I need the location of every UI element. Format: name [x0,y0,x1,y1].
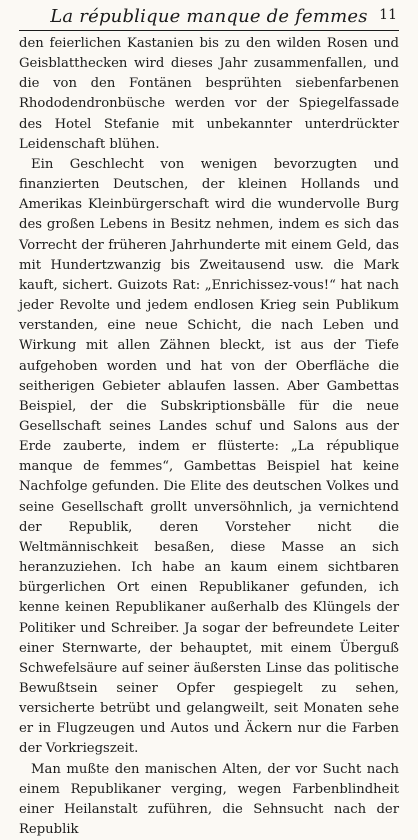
paragraph: Man mußte den manischen Alten, der vor Sucht nach einem Republikaner verging, wegen Farbenblindheit einer Heilanstalt zuführen, die Sehnsucht nach der Republik [19,761,399,838]
paragraph-continued: den feierlichen Kastanien bis zu den wilden Rosen und Geisblatthecken wird dieses Jahr zusammenfallen, und die von den Fontänen besprühten siebenfarbenen Rhododendronbüsche werden vor der Spiegelfassade des Hotel Stefanie mit unbekannter unterdrückter Leidenschaft blühen. [19,36,399,152]
page-number: 11 [379,7,397,23]
body-text [19,34,399,840]
paragraph: Ein Geschlecht von wenigen bevorzugten und finanzierten Deutschen, der kleinen Hollands und Amerikas Kleinbürgerschaft wird die wundervolle Burg des großen Lebens in Besitz nehmen, indem es sich das Vorrecht der früheren Jahrhunderte mit einem Geld, das mit Hundertzwanzig bis Zweitausend usw. die Mark kauft, sichert. Guizots Rat: „Enrichissez-vous!“ hat nach jeder Revolte und jedem endlosen Krieg sein Publikum verstanden, eine neue Schicht, die nach Leben und Wirkung mit allen Zähnen bleckt, ist aus der Tiefe aufgehoben worden und hat von der Oberfläche die seitherigen Gebieter ablaufen lassen. Aber Gambettas Beispiel, der die Subskriptionsbälle für die neue Gesellschaft seines Landes schuf und Salons aus der Erde zauberte, indem er flüsterte: „La république manque de femmes“, Gambettas Beispiel hat keine Nachfolge gefunden. Die Elite des deutschen Volkes und seine Gesellschaft grollt unversöhnlich, ja vernichtend der Republik, deren Vorsteher nicht die Weltmännischkeit besaßen, diese Masse an sich heranzuziehen. Ich habe an kaum einem sichtbaren bürgerlichen Ort einen Republikaner gefunden, ich kenne keinen Republikaner außerhalb des Klüngels der Politiker und Schreiber. Ja sogar der befreundete Leiter einer Sternwarte, der behauptet, mit einem Überguß Schwefelsäure auf seiner äußersten Linse das politische Bewußtsein seiner Opfer gespiegelt zu sehen, versicherte betrübt und gelangweilt, seit Monaten sehe er in Flugzeugen und Autos und Äckern nur die Farben der Vorkriegszeit. [19,156,399,757]
running-header [19,4,399,31]
running-title: La république manque de femmes [50,6,368,27]
